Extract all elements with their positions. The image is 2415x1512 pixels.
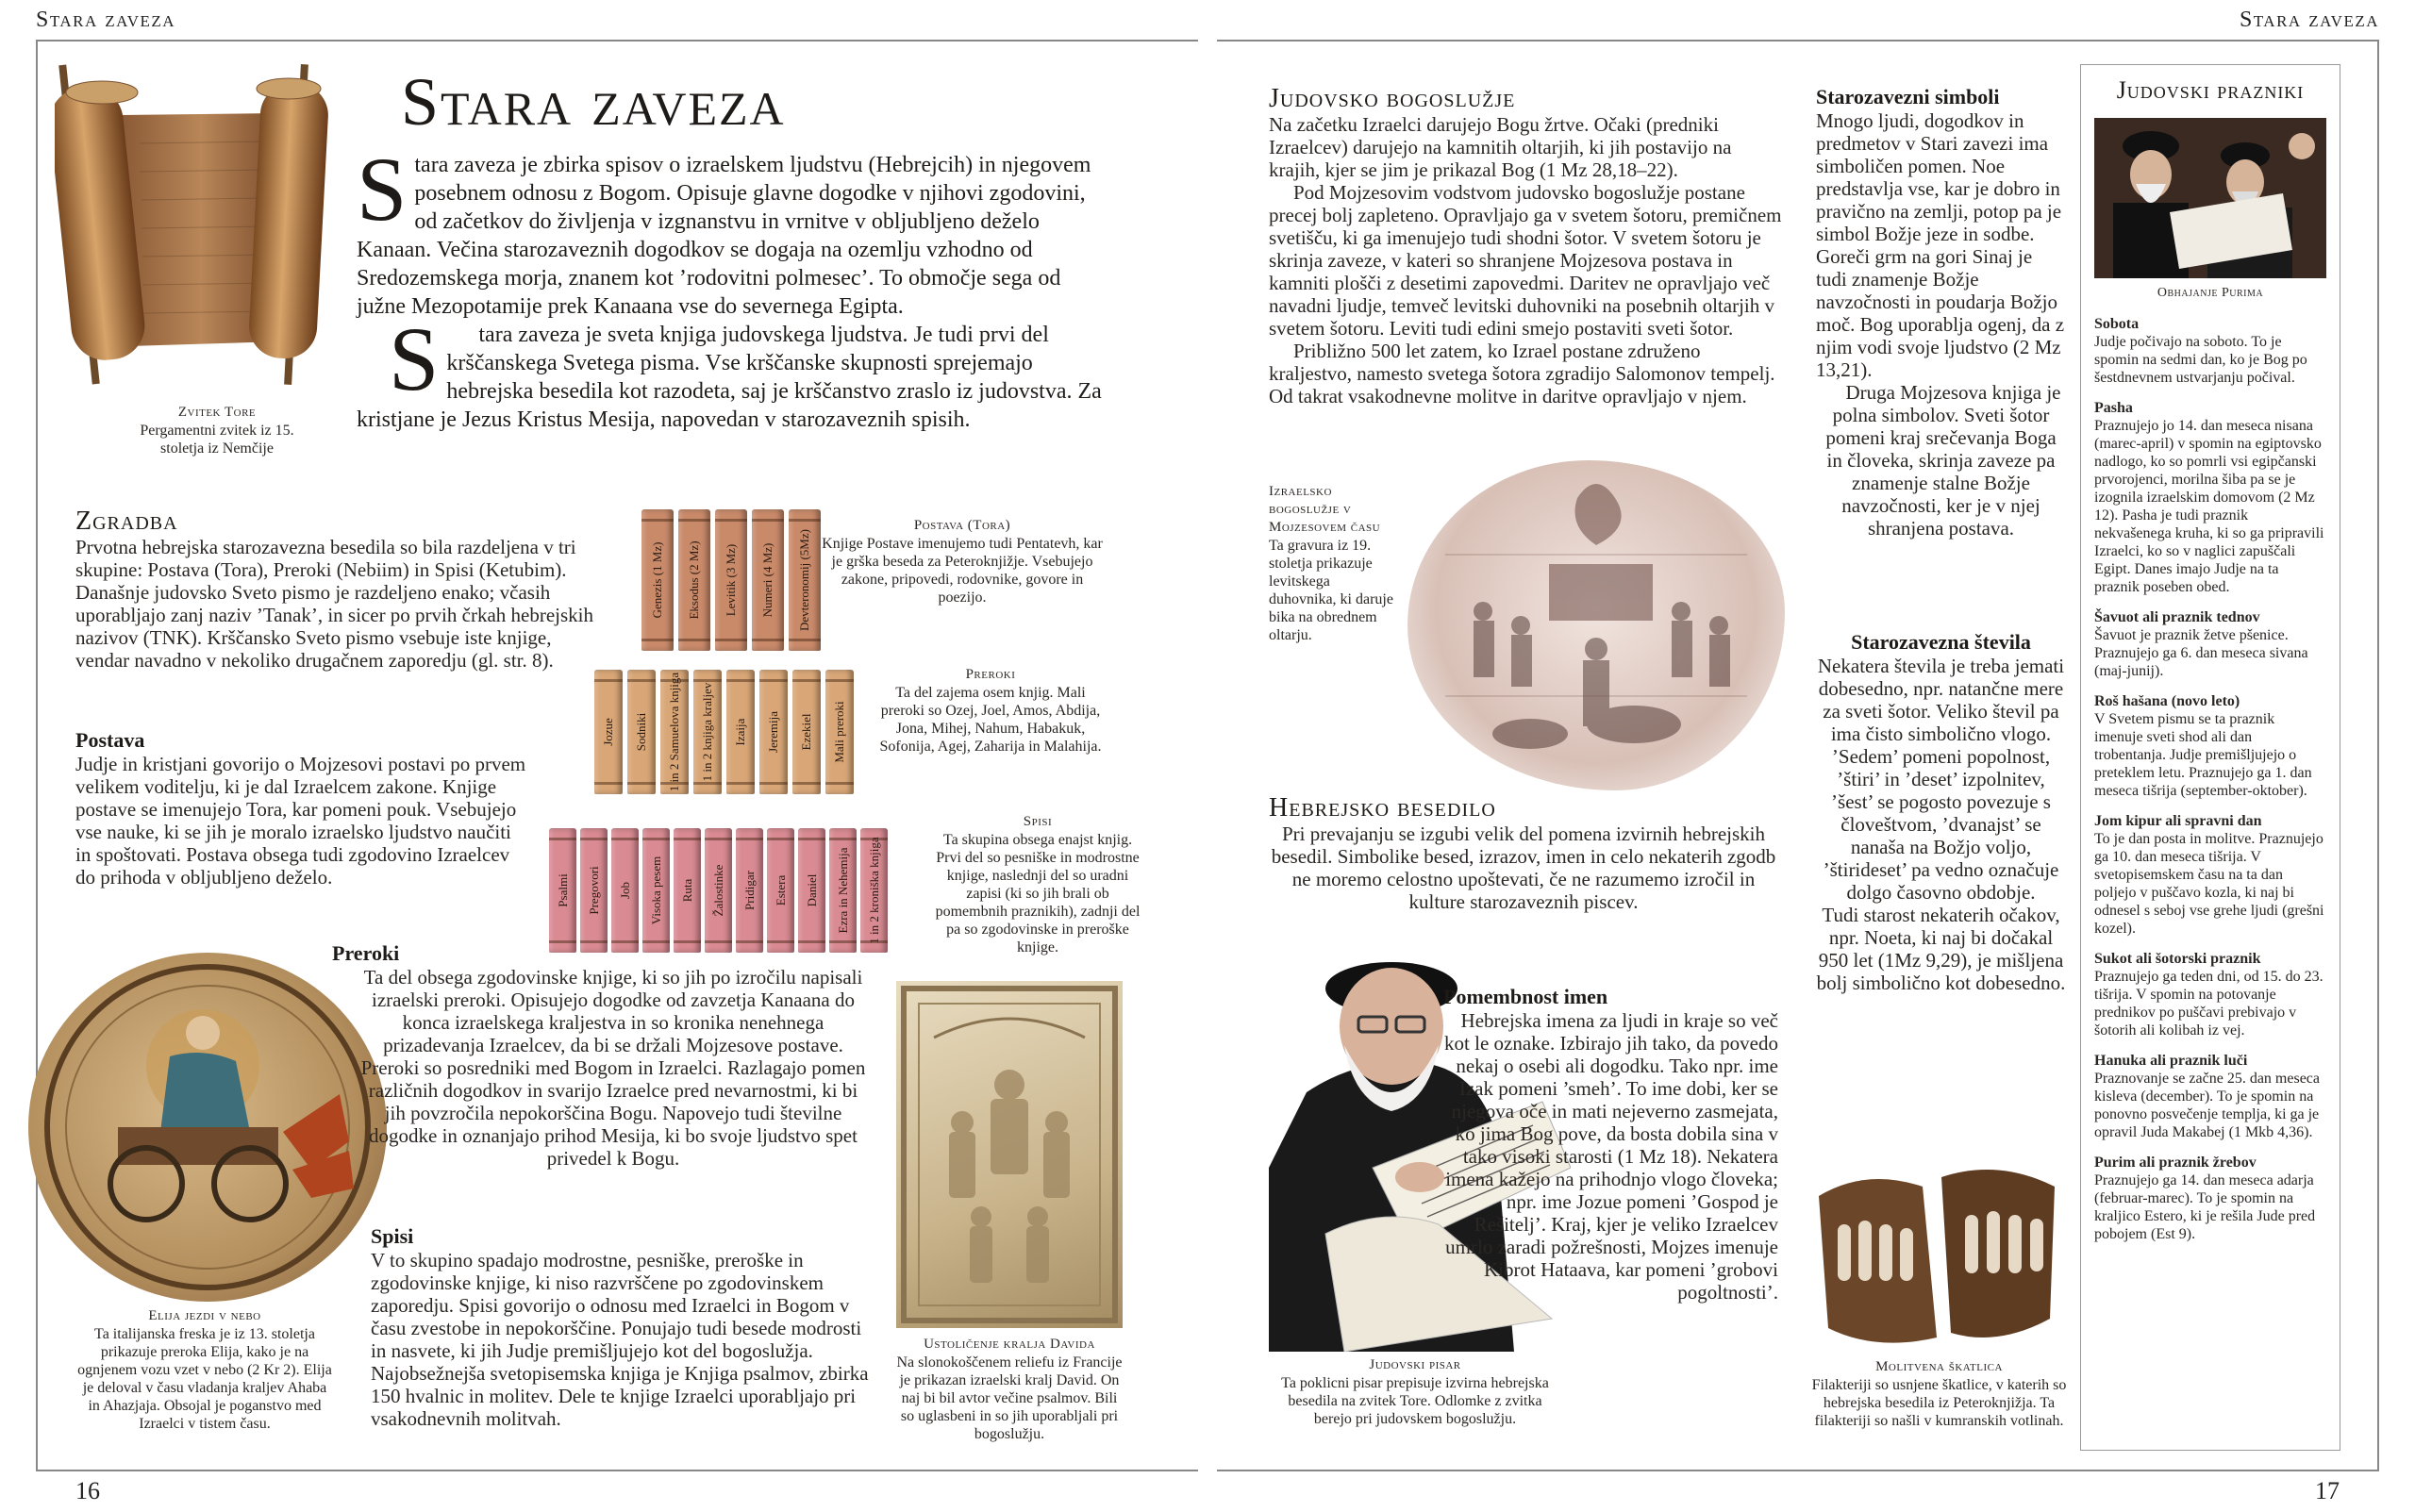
header-rule-left: [36, 40, 1198, 42]
holiday-item: [2094, 950, 2326, 1039]
postava-books-caption-title: Postava (Tora): [913, 518, 1011, 533]
bogosluzje-heading: Judovsko bogoslužje: [1269, 84, 1516, 113]
book-title: Mali preroki: [832, 701, 846, 763]
simboli-p1: Mnogo ljudi, dogodkov in predmetov v Stari zavezi ima simboličen pomen. Noe predstavlja vse, kar je dobro in pravično na zemlji, potop pa je simbol Božje jeze in sodbe. Goreči grm na gori Sinaj je tudi znamenje Božje navzočnosti in poudarja Božjo moč. Bog uporablja ogenj, da z njim vodi svoje ljudstvo (2 Mz 13,21).: [1816, 109, 2065, 381]
book-title: 1 in 2 Samuelova knjiga: [667, 672, 681, 792]
imena-heading: Pomembnost imen: [1443, 985, 1608, 1008]
levites-caption-title: Izraelsko bogoslužje v Mojzesovem času: [1269, 484, 1381, 535]
spisi-books-caption-title: Spisi: [1023, 814, 1053, 829]
holiday-item: [2094, 315, 2326, 387]
elija-caption: [77, 1307, 332, 1433]
book-spine: [715, 509, 747, 651]
book-spine: [641, 509, 674, 651]
footer-rule-right: [1217, 1470, 2379, 1471]
bogosluzje-p1: Na začetku Izraelci darujejo Bogu žrtve. Očaki (predniki Izraelcev) darujejo na kamnitih oltarjih, ki jih postavijo na krajih, kjer se jim je prikazal Bog (1 Mz 28,18–22).: [1269, 113, 1732, 181]
book-title: Ruta: [679, 878, 694, 903]
spisi-books-caption-text: Ta skupina obsega enajst knjig. Prvi del so pesniške in modrostne knjige, naslednji del so uradni zapisi (ki so jih brali ob pomembnih praznikih), zadnji del pa so zgodovinske in preroške knjige.: [935, 832, 1141, 955]
torah-scroll-image: [55, 58, 338, 398]
levites-caption-text: Ta gravura iz 19. stoletja prikazuje levitskega duhovnika, ki daruje bika na obrednem oltarju.: [1269, 538, 1393, 643]
postava-books-caption-text: Knjige Postave imenujemo tudi Pentatevh, kar je grška beseda za Peteroknjižje. Vsebujejo zakone, pripovedi, rodovnike, govore in poezijo.: [822, 536, 1103, 606]
book-title: Job: [617, 881, 632, 900]
besedilo-heading: Hebrejsko besedilo: [1269, 793, 1496, 822]
book-spine: [860, 828, 888, 953]
bogosluzje-p3: Približno 500 let zatem, ko Izrael postane združeno kraljestvo, namesto svetega šotora zgradijo Salomonov tempelj. Od takrat vsakodnevne molitve in daritve opravljajo v njem.: [1269, 340, 1775, 407]
book-spine: [798, 828, 825, 953]
holiday-text: Praznovanje se začne 25. dan meseca kisleva (december). To je spomin na ponovno posvečenje templja, ki ga je opravil Juda Makabej (1 Mkb 4,36).: [2094, 1071, 2320, 1140]
holiday-text: Praznujejo jo 14. dan meseca nisana (marec-april) v spomin na egiptovsko nadlogo, ko so pomrli vsi egipčanski prvorojenci, morilna šiba pa se je izognila izraelskim domovom (2 Mz 12). Pasha je tudi praznik nekvašenega kruha, ki so ga pripravili Izraelci, ko so v naglici zapuščali Egipt. Danes imajo Judje na ta praznik poseben obed.: [2094, 418, 2324, 595]
preroki-books-caption-title: Preroki: [965, 667, 1016, 682]
book-title: Psalmi: [555, 873, 570, 907]
holiday-name: Sukot ali šotorski praznik: [2094, 951, 2261, 967]
simboli-heading: Starozavezni simboli: [1816, 85, 2000, 108]
besedilo-text: Pri prevajanju se izgubi velik del pomena izvirnih hebrejskih besedil. Simbolike besed, izrazov, imen in celo nekaterih zgodb ne moremo celostno upoštevati, če ne razumemo izročil in kulture starozaveznih piscev.: [1271, 822, 1776, 913]
book-title: 1 in 2 knjiga kraljev: [700, 682, 714, 782]
holiday-item: [2094, 608, 2326, 680]
book-spine: [627, 670, 656, 794]
preroki-heading: Preroki: [332, 941, 400, 965]
simboli-p2: Druga Mojzesova knjiga je polna simbolov. Sveti šotor pomeni kraj srečevanja Boga in človeka, skrinja zaveze pa znamenje stalne Božje navzočnosti, ker je v njej shranjena postava.: [1825, 381, 2061, 540]
books-postava: [641, 509, 821, 651]
intro-paragraph-1: Stara zaveza je zbirka spisov o izraelskem ljudstvu (Hebrejcih) in njegovem posebnem odnosu z Bogom. Opisuje glavne dogodke v njihovi zgodovini, od začetkov do življenja v izgnanstvu in vrnitve v obljubljeno deželo Kanaan. Večina starozaveznih dogodkov se dogaja na ozemlju vzhodno od Sredozemskega morja, znanem kot ’rodovitni polmesec’. To območje sega od južne Mezopotamije prek Kanaana vse do severnega Egipta.: [357, 139, 1091, 319]
book-title: Jeremija: [766, 710, 780, 754]
book-title: Levitik (3 Mz): [724, 543, 738, 617]
spisi-section: [371, 1224, 873, 1430]
holiday-name: Jom kipur ali spravni dan: [2094, 813, 2262, 829]
book-spine: [678, 509, 710, 651]
levites-caption: [1269, 483, 1401, 644]
book-title: Visoka pesem: [648, 856, 663, 925]
header-rule-right: [1217, 40, 2379, 42]
spisi-text: V to skupino spadajo modrostne, pesniške, preroške in zgodovinske knjige, ki niso razvrščene po zgodovinskem zaporedju. Spisi govorijo o odnosu med Izraelci in Bogom v času zvestobe in nepokorščine. Ponujajo tudi besede modrosti in nasvete, ki jih Judje premišljujejo kot del bogoslužja. Najobsežnejša svetopisemska knjiga je Knjiga psalmov, zbirka 150 hvalnic in molitev. Dele te knjige Izraelci uporabljajo pri vsakodnevnih molitvah.: [371, 1249, 869, 1430]
book-title: Žalostinke: [710, 864, 725, 917]
holiday-item: [2094, 399, 2326, 596]
running-header-right: Stara zaveza: [2239, 8, 2379, 32]
zgradba-heading: Zgradba: [75, 507, 178, 536]
book-spine: [736, 828, 763, 953]
book-spine: [611, 828, 639, 953]
book-spine: [674, 828, 701, 953]
preroki-text: Ta del obsega zgodovinske knjige, ki so jih po izročilu napisali izraelski preroki. Opisujejo dogodke od zavzetja Kanaana do konca izraelskega kraljestva in so kronika nenehnega prizadevanja Izraelcev, da bi se držali Mojzesove postave. Preroki so posredniki med Bogom in Izraelci. Razlagajo pomen različnih dogodkov in svarijo Izraelce pred nevarnostmi, ki bi jih povzročila nepokorščina Bogu. Napovejo tudi številne dogodke in oznanjajo prihod Mesija, ki bo svoje ljudstvo spet privedel k Bogu.: [360, 966, 866, 1170]
page-title: Stara zaveza: [401, 64, 786, 140]
holiday-name: Pasha: [2094, 400, 2133, 416]
books-preroki: [594, 670, 854, 794]
holiday-text: Šavuot je praznik žetve pšenice. Praznujejo ga 6. dan meseca sivana (maj-junij).: [2094, 627, 2308, 679]
elija-caption-title: Elija jezdi v nebo: [148, 1308, 261, 1323]
holiday-item: [2094, 692, 2326, 800]
book-spine: [767, 828, 794, 953]
tefillin-photo: [1809, 1158, 2069, 1356]
holiday-name: Purim ali praznik žrebov: [2094, 1155, 2257, 1171]
imena-text: Hebrejska imena za ljudi in kraje so več kot le oznake. Izbirajo jih tako, da povedo nekaj o osebi ali dogodku. Tako npr. ime Izak pomeni ’smeh’. To ime dobi, ker se njegova oče in mati nejeverno zasmejata, ko jima Bog pove, da bosta dobila sina v tako visoki starosti (1 Mz 18). Nekatera imena kažejo na prihodnjo vlogo človeka; npr. ime Jozue pomeni ’Gospod je Rešitelj’. Kraj, kjer je veliko Izraelcev umrlo zaradi požrešnosti, Mojzes imenuje Kibrot Hataava, kar pomeni ’grobovi pogoltnosti’.: [1444, 1009, 1778, 1304]
purim-photo-caption: Obhajanje Purima: [2157, 286, 2264, 300]
book-title: Pregovori: [586, 866, 601, 915]
postava-heading: Postava: [75, 728, 145, 752]
running-header-left: Stara zaveza: [36, 8, 176, 32]
stevila-p1: Nekatera števila je treba jemati dobesedno, npr. natančne mere za sveti šotor. Veliko števil pa ima čisto simbolično vlogo. ’Sedem’ pomeni popolnost, ’štiri’ in ’deset’ izpolnitev, ’šest’ se pogosto povezuje s človeštvom, ’dvanajst’ se nanaša na Božjo voljo, ’štirideset’ pa vedno označuje dolgo časovno obdobje.: [1817, 655, 2065, 904]
preroki-section: [332, 941, 870, 1170]
stevila-p2: Tudi starost nekaterih očakov, npr. Noeta, ki naj bi dočakal 950 let (1Mz 9,29), je mišljena bolj simbolično kot dobesedno.: [1816, 904, 2066, 994]
holiday-name: Roš hašana (novo leto): [2094, 693, 2240, 709]
scroll-caption-title: Zvitek Tore: [177, 405, 257, 420]
book-spine: [705, 828, 732, 953]
david-caption-title: Ustoličenje kralja Davida: [924, 1337, 1095, 1352]
book-title: Izaija: [733, 718, 747, 746]
postava-text: Judje in kristjani govorijo o Mojzesovi postavi po prvem velikem voditelju, ki je dal Izraelcem zakone. Knjige postave se imenujejo Tora, kar pomeni pouk. Vsebujejo vse nauke, ki se jih je moralo izraelsko ljudstvo naučiti in spoštovati. Postava obsega tudi zgodovino Izraelcev do prihoda v obljubljeno deželo.: [75, 753, 526, 889]
david-caption: [896, 1336, 1123, 1443]
book-title: Eksodus (2 Mz): [687, 540, 701, 620]
david-caption-text: Na slonokoščenem reliefu iz Francije je prikazan izraelski kralj David. On naj bi bil avtor večine psalmov. Bili so uglasbeni in so jih uporabljali pri bogoslužju.: [896, 1354, 1123, 1442]
book-spine: [660, 670, 689, 794]
purim-photo: [2094, 118, 2326, 278]
holiday-text: V Svetem pismu se ta praznik imenuje sveti shod ali dan trobentanja. Judje premišljujejo o preteklem letu. Praznujejo ga 1. dan meseca tišrija (september-oktober).: [2094, 711, 2312, 799]
book-spine: [825, 670, 854, 794]
book-title: Ezra in Nehemija: [835, 847, 850, 934]
book-spine: [594, 670, 623, 794]
prazniki-sidebar: [2080, 64, 2340, 1451]
scribe-caption-text: Ta poklicni pisar prepisuje izvirna hebrejska besedila na zvitek Tore. Odlomke z zvitka berejo pri judovskem bogoslužju.: [1281, 1375, 1549, 1427]
zgradba-section: [75, 507, 604, 672]
holiday-item: [2094, 1052, 2326, 1141]
holiday-text: Praznujejo ga 14. dan meseca adarja (februar-marec). To je spomin na kraljico Estero, ki je rešila Jude pred pobojem (Est 9).: [2094, 1172, 2316, 1242]
bogosluzje-p2: Pod Mojzesovim vodstvom judovsko bogoslužje postane precej bolj zapleteno. Opravljajo ga v svetem šotoru, premičnem svetišču, ki ga imenujejo tudi shodni šotor. V svetem šotoru je skrinja zaveze, v kateri so shranjene Mojzesova postava in kamniti plošči z desetimi zapovedmi. Daritev ne opravljajo več navadni ljudje, temveč levitski duhovniki na posebnih oltarjih v svetem šotoru. Leviti tudi edini smejo postaviti sveti šotor.: [1269, 181, 1782, 340]
holiday-item: [2094, 812, 2326, 938]
book-title: Ezekiel: [799, 713, 813, 751]
scroll-caption-text: Pergamentni zvitek iz 15. stoletja iz Nemčije: [140, 423, 294, 457]
holiday-name: Šavuot ali praznik tednov: [2094, 609, 2260, 625]
simboli-section: [1816, 85, 2066, 540]
right-page-border: [2377, 40, 2379, 1470]
scroll-caption: [123, 404, 311, 457]
imena-section: [1443, 985, 1778, 1304]
stevila-section: [1816, 630, 2066, 994]
book-title: Genezis (1 Mz): [650, 541, 664, 619]
elija-caption-text: Ta italijanska freska je iz 13. stoletja prikazuje preroka Elija, kako je na ognjenem vozu vzet v nebo (2 Kr 2). Elija je deloval v času vladanja kraljev Ahaba in Ahazjaja. Obsojal je poganstvo med Izraelci v tistem času.: [77, 1326, 332, 1432]
holiday-text: Judje počivajo na soboto. To je spomin na sedmi dan, ko je Bog po šestdnevnem ustvarjanju počival.: [2094, 334, 2307, 386]
page-number-right: 17: [2315, 1477, 2340, 1504]
book-spine: [792, 670, 821, 794]
spisi-books-caption: [929, 813, 1146, 956]
scribe-caption-title: Judovski pisar: [1369, 1357, 1461, 1372]
holiday-text: To je dan posta in molitve. Praznujejo ga 10. dan meseca tišrija. V svetopisemskem času na ta dan poljejo v puščavo kozla, ki naj bi odnesel s seboj vse grehe ljudi (grešni kozel).: [2094, 831, 2324, 937]
postava-books-caption: [821, 517, 1104, 606]
book-spine: [549, 828, 576, 953]
book-title: Sodniki: [634, 712, 648, 752]
holiday-list: [2081, 302, 2340, 1243]
book-title: Estera: [773, 874, 788, 906]
book-title: 1 in 2 kroniška knjiga: [866, 837, 881, 944]
intro-block: [357, 139, 1102, 434]
book-spine: [642, 828, 670, 953]
book-title: Devteronomij (5Mz): [797, 529, 811, 631]
holiday-name: Sobota: [2094, 316, 2140, 332]
book-title: Daniel: [804, 873, 819, 907]
holiday-item: [2094, 1154, 2326, 1243]
levites-engraving-image: [1407, 460, 1785, 790]
left-page-border: [36, 40, 38, 1470]
prazniki-heading: Judovski prazniki: [2116, 76, 2305, 104]
david-ivory-relief-image: [896, 981, 1123, 1328]
zgradba-text: Prvotna hebrejska starozavezna besedila so bila razdeljena v tri skupine: Postava (Tora), Preroki (Nebiim) in Spisi (Ketubim). Današnje judovsko Sveto pismo je razdeljeno enako; včasih uporabljajo zanj naziv ’Tanak’, in sicer po prvih črkah hebrejskih nazivov (TNK). Krščansko Sveto pismo vsebuje iste knjige, vendar navadno v nekoliko drugačnem zaporedju (gl. str. 8).: [75, 536, 593, 672]
bogosluzje-section: [1269, 85, 1783, 407]
page-number-left: 16: [75, 1477, 100, 1504]
spisi-heading: Spisi: [371, 1224, 414, 1248]
book-title: Numeri (4 Mz): [760, 542, 774, 618]
book-spine: [726, 670, 755, 794]
book-spine: [580, 828, 608, 953]
book-spine: [752, 509, 784, 651]
book-spine: [789, 509, 821, 651]
tefillin-caption-text: Filakteriji so usnjene škatlice, v katerih so hebrejska besedila iz Peteroknjižja. Ta filakteriji so našli v kumranskih votlinah.: [1811, 1377, 2067, 1429]
tefillin-caption-title: Molitvena škatlica: [1875, 1359, 2003, 1374]
intro-paragraph-2: Stara zaveza je sveta knjiga judovskega ljudstva. Je tudi prvi del krščanskega Svetega pisma. Vse krščanske skupnosti sprejemajo hebrejska besedila kot razodeta, saj je krščanstvo zraslo iz judovstva. Za kristjane je Jezus Kristus Mesija, napovedan v starozaveznih spisih.: [357, 308, 1102, 432]
holiday-text: Praznujejo ga teden dni, od 15. do 23. tišrija. V spomin na potovanje prednikov po puščavi prebivajo v šotorih ali kolibah iz vej.: [2094, 969, 2323, 1038]
book-spine: [829, 828, 857, 953]
tefillin-caption: [1809, 1358, 2069, 1430]
besedilo-section: [1269, 794, 1778, 913]
preroki-books-caption-text: Ta del zajema osem knjig. Mali preroki so Ozej, Joel, Amos, Abdija, Jona, Mihej, Nahum, Habakuk, Sofonija, Agej, Zaharija in Malahija.: [879, 685, 1102, 755]
postava-section: [75, 728, 528, 889]
book-title: Pridigar: [741, 871, 757, 910]
holiday-name: Hanuka ali praznik luči: [2094, 1053, 2248, 1069]
preroki-books-caption: [873, 666, 1108, 756]
book-spine: [693, 670, 722, 794]
book-spine: [759, 670, 788, 794]
stevila-heading: Starozavezna števila: [1851, 630, 2031, 654]
book-title: Jozue: [601, 718, 615, 746]
books-spisi: [549, 828, 888, 953]
footer-rule-left: [36, 1470, 1198, 1471]
scribe-caption: [1269, 1356, 1561, 1428]
